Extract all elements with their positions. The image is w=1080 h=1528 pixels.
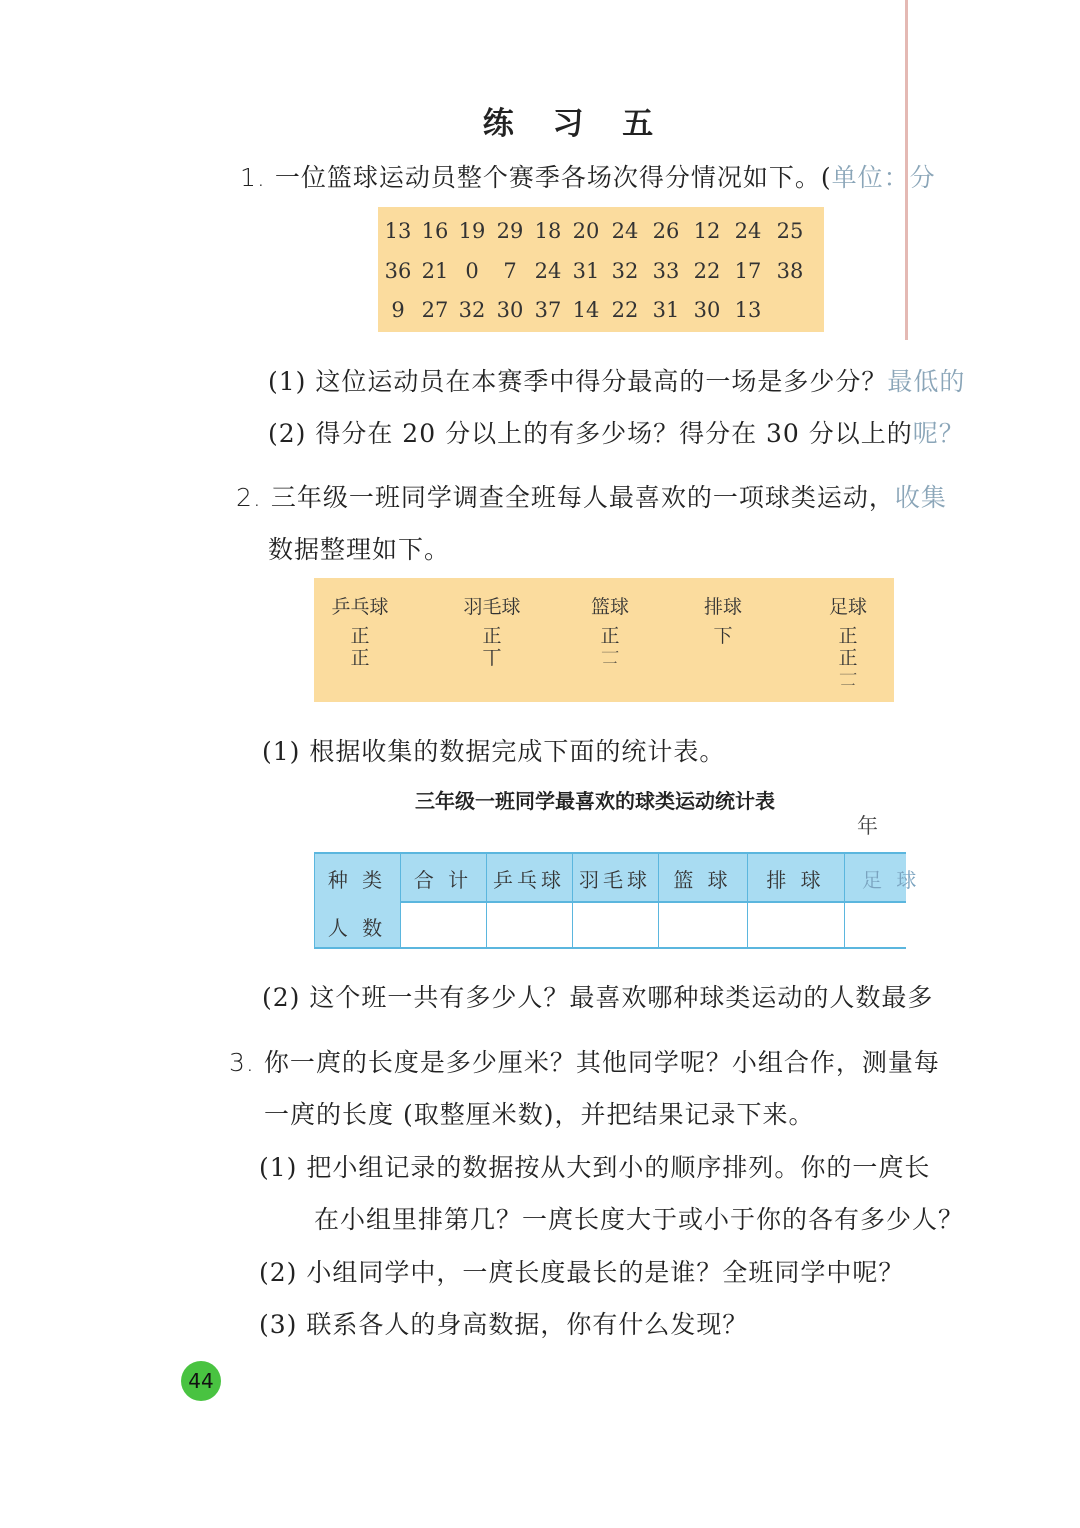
score-cell: 20 bbox=[572, 219, 600, 243]
page-number-badge: 44 bbox=[181, 1361, 221, 1401]
tally-column bbox=[442, 592, 542, 669]
score-cell: 18 bbox=[534, 219, 562, 243]
score-table bbox=[378, 207, 824, 332]
score-cell: 21 bbox=[421, 259, 449, 283]
score-cell: 24 bbox=[611, 219, 639, 243]
q2-line-2: 数据整理如下。 bbox=[268, 535, 451, 564]
q1-sub1-text: (1) 这位运动员在本赛季中得分最高的一场是多少分？ bbox=[268, 367, 888, 396]
tally-column bbox=[673, 592, 773, 647]
score-cell: 19 bbox=[458, 219, 486, 243]
table-row-label: 人 数 bbox=[327, 916, 387, 940]
table-header-cell: 羽毛球 bbox=[579, 868, 651, 892]
tally-column bbox=[310, 592, 410, 669]
q3-sub1-cont: 在小组里排第几？一庹长度大于或小于你的各有多少人？ bbox=[314, 1205, 965, 1234]
q2-text-cut: 收集 bbox=[894, 483, 947, 512]
page-title: 练 习 五 bbox=[482, 106, 668, 142]
score-row bbox=[378, 298, 824, 328]
q1-number: 1. bbox=[240, 163, 266, 192]
table-blank-cell[interactable] bbox=[844, 901, 914, 947]
stat-table bbox=[314, 852, 921, 948]
score-cell: 24 bbox=[734, 219, 762, 243]
tally-label: 排球 bbox=[703, 596, 742, 618]
tally-marks bbox=[442, 625, 542, 669]
q1-sub1-cut: 最低的 bbox=[887, 367, 966, 396]
q1-sub2 bbox=[268, 414, 965, 450]
q2-sub2: (2) 这个班一共有多少人？最喜欢哪种球类运动的人数最多 bbox=[262, 983, 934, 1012]
q3-line bbox=[229, 1043, 940, 1079]
q1-text: 一位篮球运动员整个赛季各场次得分情况如下。( bbox=[274, 163, 832, 192]
q3-sub1: (1) 把小组记录的数据按从大到小的顺序排列。你的一庹长 bbox=[259, 1153, 931, 1182]
table-header-cell: 合 计 bbox=[413, 868, 473, 892]
table-header-cell: 乒乓球 bbox=[493, 868, 565, 892]
score-cell: 36 bbox=[384, 259, 412, 283]
score-cell: 25 bbox=[776, 219, 804, 243]
tally-label: 篮球 bbox=[590, 596, 629, 618]
table-blank-cell[interactable] bbox=[747, 901, 844, 947]
tally-label: 足球 bbox=[828, 596, 867, 618]
q1-unit-cut: 单位：分 bbox=[831, 163, 936, 192]
score-cell: 30 bbox=[496, 298, 524, 322]
q2-sub1: (1) 根据收集的数据完成下面的统计表。 bbox=[262, 737, 726, 766]
score-cell: 17 bbox=[734, 259, 762, 283]
tally-mark: 𠄟 bbox=[600, 647, 620, 669]
tally-marks bbox=[560, 625, 660, 669]
q3-text: 你一庹的长度是多少厘米？其他同学呢？小组合作，测量每 bbox=[263, 1048, 940, 1077]
score-cell: 14 bbox=[572, 298, 600, 322]
score-row bbox=[378, 219, 824, 249]
q2-number: 2. bbox=[236, 483, 262, 512]
tally-mark: 丅 bbox=[482, 647, 502, 669]
table-blank-cell[interactable] bbox=[400, 901, 486, 947]
q3-line-2: 一庹的长度 (取整厘米数)，并把结果记录下来。 bbox=[264, 1100, 815, 1129]
table-header-cell: 排 球 bbox=[766, 868, 825, 892]
tally-mark: 正 bbox=[482, 625, 502, 647]
score-cell: 24 bbox=[534, 259, 562, 283]
q1-sub2-text: (2) 得分在 20 分以上的有多少场？得分在 30 分以上的 bbox=[268, 419, 913, 448]
tally-marks bbox=[310, 625, 410, 669]
q2-text: 三年级一班同学调查全班每人最喜欢的一项球类运动， bbox=[270, 483, 895, 512]
score-cell: 13 bbox=[734, 298, 762, 322]
score-cell: 16 bbox=[421, 219, 449, 243]
score-cell: 22 bbox=[611, 298, 639, 322]
tally-mark: 正 bbox=[350, 647, 370, 669]
score-cell: 38 bbox=[776, 259, 804, 283]
score-cell: 13 bbox=[384, 219, 412, 243]
score-cell: 37 bbox=[534, 298, 562, 322]
stat-table-title: 三年级一班同学最喜欢的球类运动统计表 bbox=[415, 789, 775, 813]
table-blank-cell[interactable] bbox=[572, 901, 658, 947]
tally-label: 羽毛球 bbox=[463, 596, 521, 618]
tally-marks bbox=[798, 625, 898, 691]
table-header-cell: 足 球 bbox=[862, 868, 921, 892]
score-cell: 32 bbox=[458, 298, 486, 322]
score-cell: 32 bbox=[611, 259, 639, 283]
table-header-cell: 篮 球 bbox=[673, 868, 732, 892]
score-cell: 9 bbox=[391, 298, 405, 322]
score-cell: 31 bbox=[572, 259, 600, 283]
stat-table-date: 年 bbox=[857, 814, 878, 838]
score-cell: 33 bbox=[652, 259, 680, 283]
table-header-cell: 种 类 bbox=[327, 868, 387, 892]
tally-label: 乒乓球 bbox=[331, 596, 389, 618]
tally-mark: 正 bbox=[838, 647, 858, 669]
tally-mark: 正 bbox=[600, 625, 620, 647]
score-cell: 7 bbox=[503, 259, 517, 283]
tally-column bbox=[798, 592, 898, 691]
tally-mark: 正 bbox=[838, 625, 858, 647]
score-row bbox=[378, 259, 824, 289]
q1-sub1 bbox=[268, 362, 965, 398]
score-cell: 30 bbox=[693, 298, 721, 322]
tally-table bbox=[314, 578, 894, 702]
tally-mark: 𠄟 bbox=[838, 669, 858, 691]
score-cell: 29 bbox=[496, 219, 524, 243]
q3-number: 3. bbox=[229, 1048, 255, 1077]
score-cell: 26 bbox=[652, 219, 680, 243]
tally-mark: 下 bbox=[713, 625, 733, 647]
score-cell: 0 bbox=[465, 259, 479, 283]
q3-sub3: (3) 联系各人的身高数据，你有什么发现？ bbox=[259, 1310, 749, 1339]
tally-mark: 正 bbox=[350, 625, 370, 647]
score-cell: 12 bbox=[693, 219, 721, 243]
tally-marks bbox=[673, 625, 773, 647]
q1-sub2-cut: 呢？ bbox=[912, 419, 965, 448]
table-blank-cell[interactable] bbox=[658, 901, 747, 947]
score-cell: 31 bbox=[652, 298, 680, 322]
score-cell: 27 bbox=[421, 298, 449, 322]
q1-line bbox=[240, 158, 936, 194]
table-blank-cell[interactable] bbox=[486, 901, 572, 947]
score-cell: 22 bbox=[693, 259, 721, 283]
q2-line bbox=[236, 478, 947, 514]
tally-column bbox=[560, 592, 660, 669]
q3-sub2: (2) 小组同学中，一庹长度最长的是谁？全班同学中呢？ bbox=[259, 1258, 905, 1287]
